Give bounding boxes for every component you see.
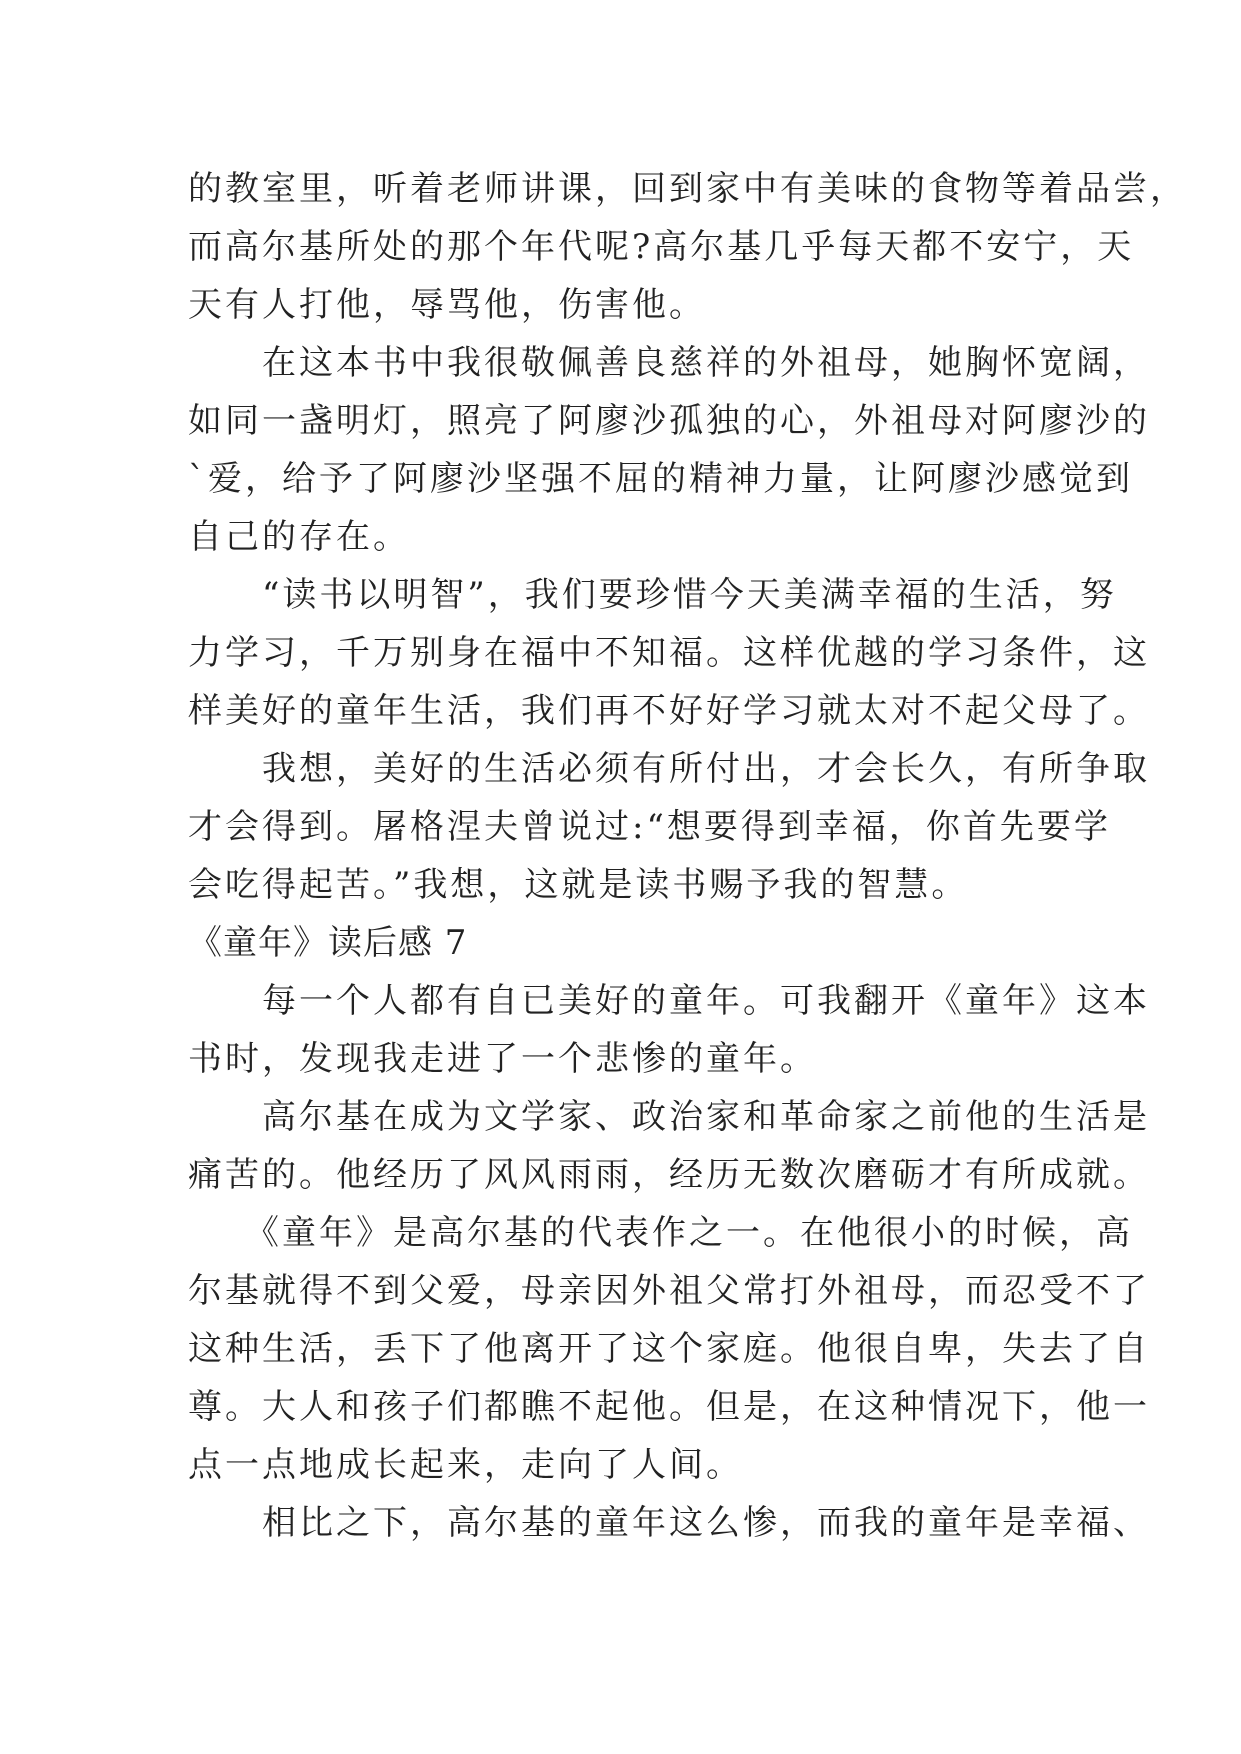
text-line: 会吃得起苦。”我想，这就是读书赐予我的智慧。	[188, 865, 969, 905]
body-text	[188, 160, 1187, 1552]
text-line: 《童年》是高尔基的代表作之一。在他很小的时候，高	[188, 1213, 1133, 1253]
text-line: 我想，美好的生活必须有所付出，才会长久，有所争取	[188, 749, 1150, 789]
text-line: 天有人打他，辱骂他，伤害他。	[188, 285, 706, 325]
text-line: 痛苦的。他经历了风风雨雨，经历无数次磨砺才有所成就。	[188, 1155, 1150, 1195]
text-line: 自己的存在。	[188, 517, 410, 557]
text-line: 的教室里，听着老师讲课，回到家中有美味的食物等着品尝，	[188, 169, 1187, 209]
text-line: 如同一盏明灯，照亮了阿廖沙孤独的心，外祖母对阿廖沙的	[188, 401, 1150, 441]
text-line: “读书以明智”，我们要珍惜今天美满幸福的生活，努	[188, 575, 1117, 615]
text-line: 而高尔基所处的那个年代呢?高尔基几乎每天都不安宁，天	[188, 227, 1135, 267]
section-heading: 《童年》读后感 7	[188, 923, 468, 963]
text-line: 书时，发现我走进了一个悲惨的童年。	[188, 1039, 817, 1079]
text-line: `爱，给予了阿廖沙坚强不屈的精神力量，让阿廖沙感觉到	[188, 459, 1133, 499]
text-line: 力学习，千万别身在福中不知福。这样优越的学习条件，这	[188, 633, 1150, 673]
text-line: 样美好的童年生活，我们再不好好学习就太对不起父母了。	[188, 691, 1150, 731]
text-line: 在这本书中我很敬佩善良慈祥的外祖母，她胸怀宽阔，	[188, 343, 1150, 383]
text-line: 才会得到。屠格涅夫曾说过:“想要得到幸福，你首先要学	[188, 807, 1111, 847]
text-line: 尊。大人和孩子们都瞧不起他。但是，在这种情况下，他一	[188, 1387, 1150, 1427]
text-line: 点一点地成长起来，走向了人间。	[188, 1445, 743, 1485]
text-line: 相比之下，高尔基的童年这么惨，而我的童年是幸福、	[188, 1503, 1150, 1543]
text-line: 每一个人都有自已美好的童年。可我翻开《童年》这本	[188, 981, 1150, 1021]
text-line: 这种生活，丢下了他离开了这个家庭。他很自卑，失去了自	[188, 1329, 1150, 1369]
text-line: 高尔基在成为文学家、政治家和革命家之前他的生活是	[188, 1097, 1150, 1137]
text-line: 尔基就得不到父爱，母亲因外祖父常打外祖母，而忍受不了	[188, 1271, 1150, 1311]
